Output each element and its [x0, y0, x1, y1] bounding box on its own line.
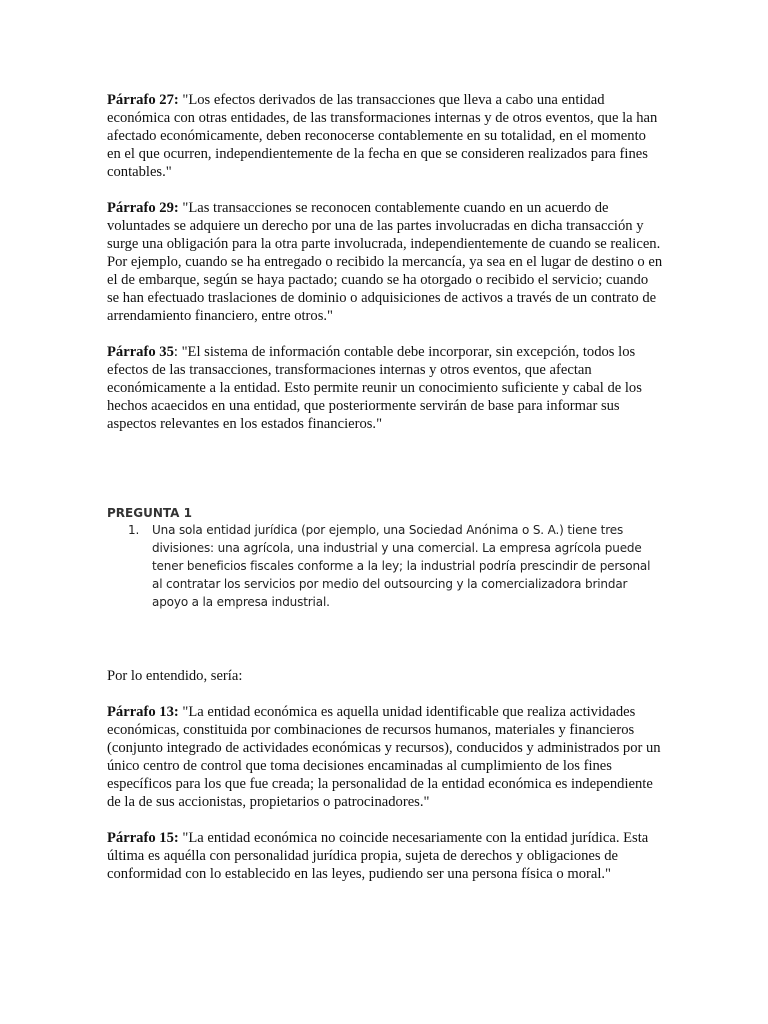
paragraph-label: Párrafo 15:	[107, 830, 179, 846]
paragraph-text: : "El sistema de información contable debe incorporar, sin excepción, todos los efectos de las transacciones, transformaciones internas y otros eventos, que afectan económicamente a la entidad. Esto permite reunir un conocimiento suficiente y cabal de los hechos acaecidos en una entidad, que posteriormente servirán de base para informar sus aspectos relevantes en los estados financieros."	[107, 344, 642, 432]
paragraph-35	[107, 343, 663, 433]
spacer	[107, 451, 663, 505]
list-item	[107, 521, 663, 611]
paragraph-label: Párrafo 35	[107, 344, 174, 360]
question-list	[107, 521, 663, 611]
document-page	[107, 91, 663, 901]
paragraph-13	[107, 703, 663, 811]
list-item-text: Una sola entidad jurídica (por ejemplo, una Sociedad Anónima o S. A.) tiene tres divisiones: una agrícola, una industrial y una comercial. La empresa agrícola puede tener beneficios fiscales conforme a la ley; la industrial podría prescindir de personal al contratar los servicios por medio del outsourcing y la comercializadora brindar apoyo a la empresa industrial.	[152, 523, 651, 609]
question-heading: PREGUNTA 1	[107, 506, 192, 520]
paragraph-15	[107, 829, 663, 883]
paragraph-label: Párrafo 27:	[107, 92, 179, 108]
paragraph-text: "La entidad económica es aquella unidad identificable que realiza actividades económicas, constituida por combinaciones de recursos humanos, materiales y financieros (conjunto integrado de actividades económicas y recursos), conducidos y administrados por un único centro de control que toma decisiones encaminadas al cumplimiento de los fines específicos para los que fue creada; la personalidad de la entidad económica es independiente de la de sus accionistas, propietarios o patrocinadores."	[107, 704, 661, 810]
intro-answer: Por lo entendido, sería:	[107, 668, 243, 684]
paragraph-29	[107, 199, 663, 325]
paragraph-label: Párrafo 13:	[107, 704, 179, 720]
paragraph-label: Párrafo 29:	[107, 200, 179, 216]
list-item-number: 1.	[128, 523, 140, 537]
spacer	[107, 611, 663, 667]
paragraph-text: "Los efectos derivados de las transacciones que lleva a cabo una entidad económica con otras entidades, de las transformaciones internas y de otros eventos, que la han afectado económicamente, deben reconocerse contablemente en su totalidad, en el momento en el que ocurren, independientemente de la fecha en que se consideren realizados para fines contables."	[107, 92, 658, 180]
paragraph-text: "La entidad económica no coincide necesariamente con la entidad jurídica. Esta última es aquélla con personalidad jurídica propia, sujeta de derechos y obligaciones de conformidad con lo establecido en las leyes, pudiendo ser una persona física o moral."	[107, 830, 649, 882]
paragraph-text: "Las transacciones se reconocen contablemente cuando en un acuerdo de voluntades se adquiere un derecho por una de las partes involucradas en dicha transacción y surge una obligación para la otra parte involucrada, independientemente de cuando se realicen. Por ejemplo, cuando se ha entregado o recibido la mercancía, ya sea en el lugar de destino o en el de embarque, según se haya pactado; cuando se ha otorgado o recibido el servicio; cuando se han efectuado traslaciones de dominio o adquisiciones de activos a través de un contrato de arrendamiento financiero, entre otros."	[107, 200, 663, 324]
paragraph-27	[107, 91, 663, 181]
